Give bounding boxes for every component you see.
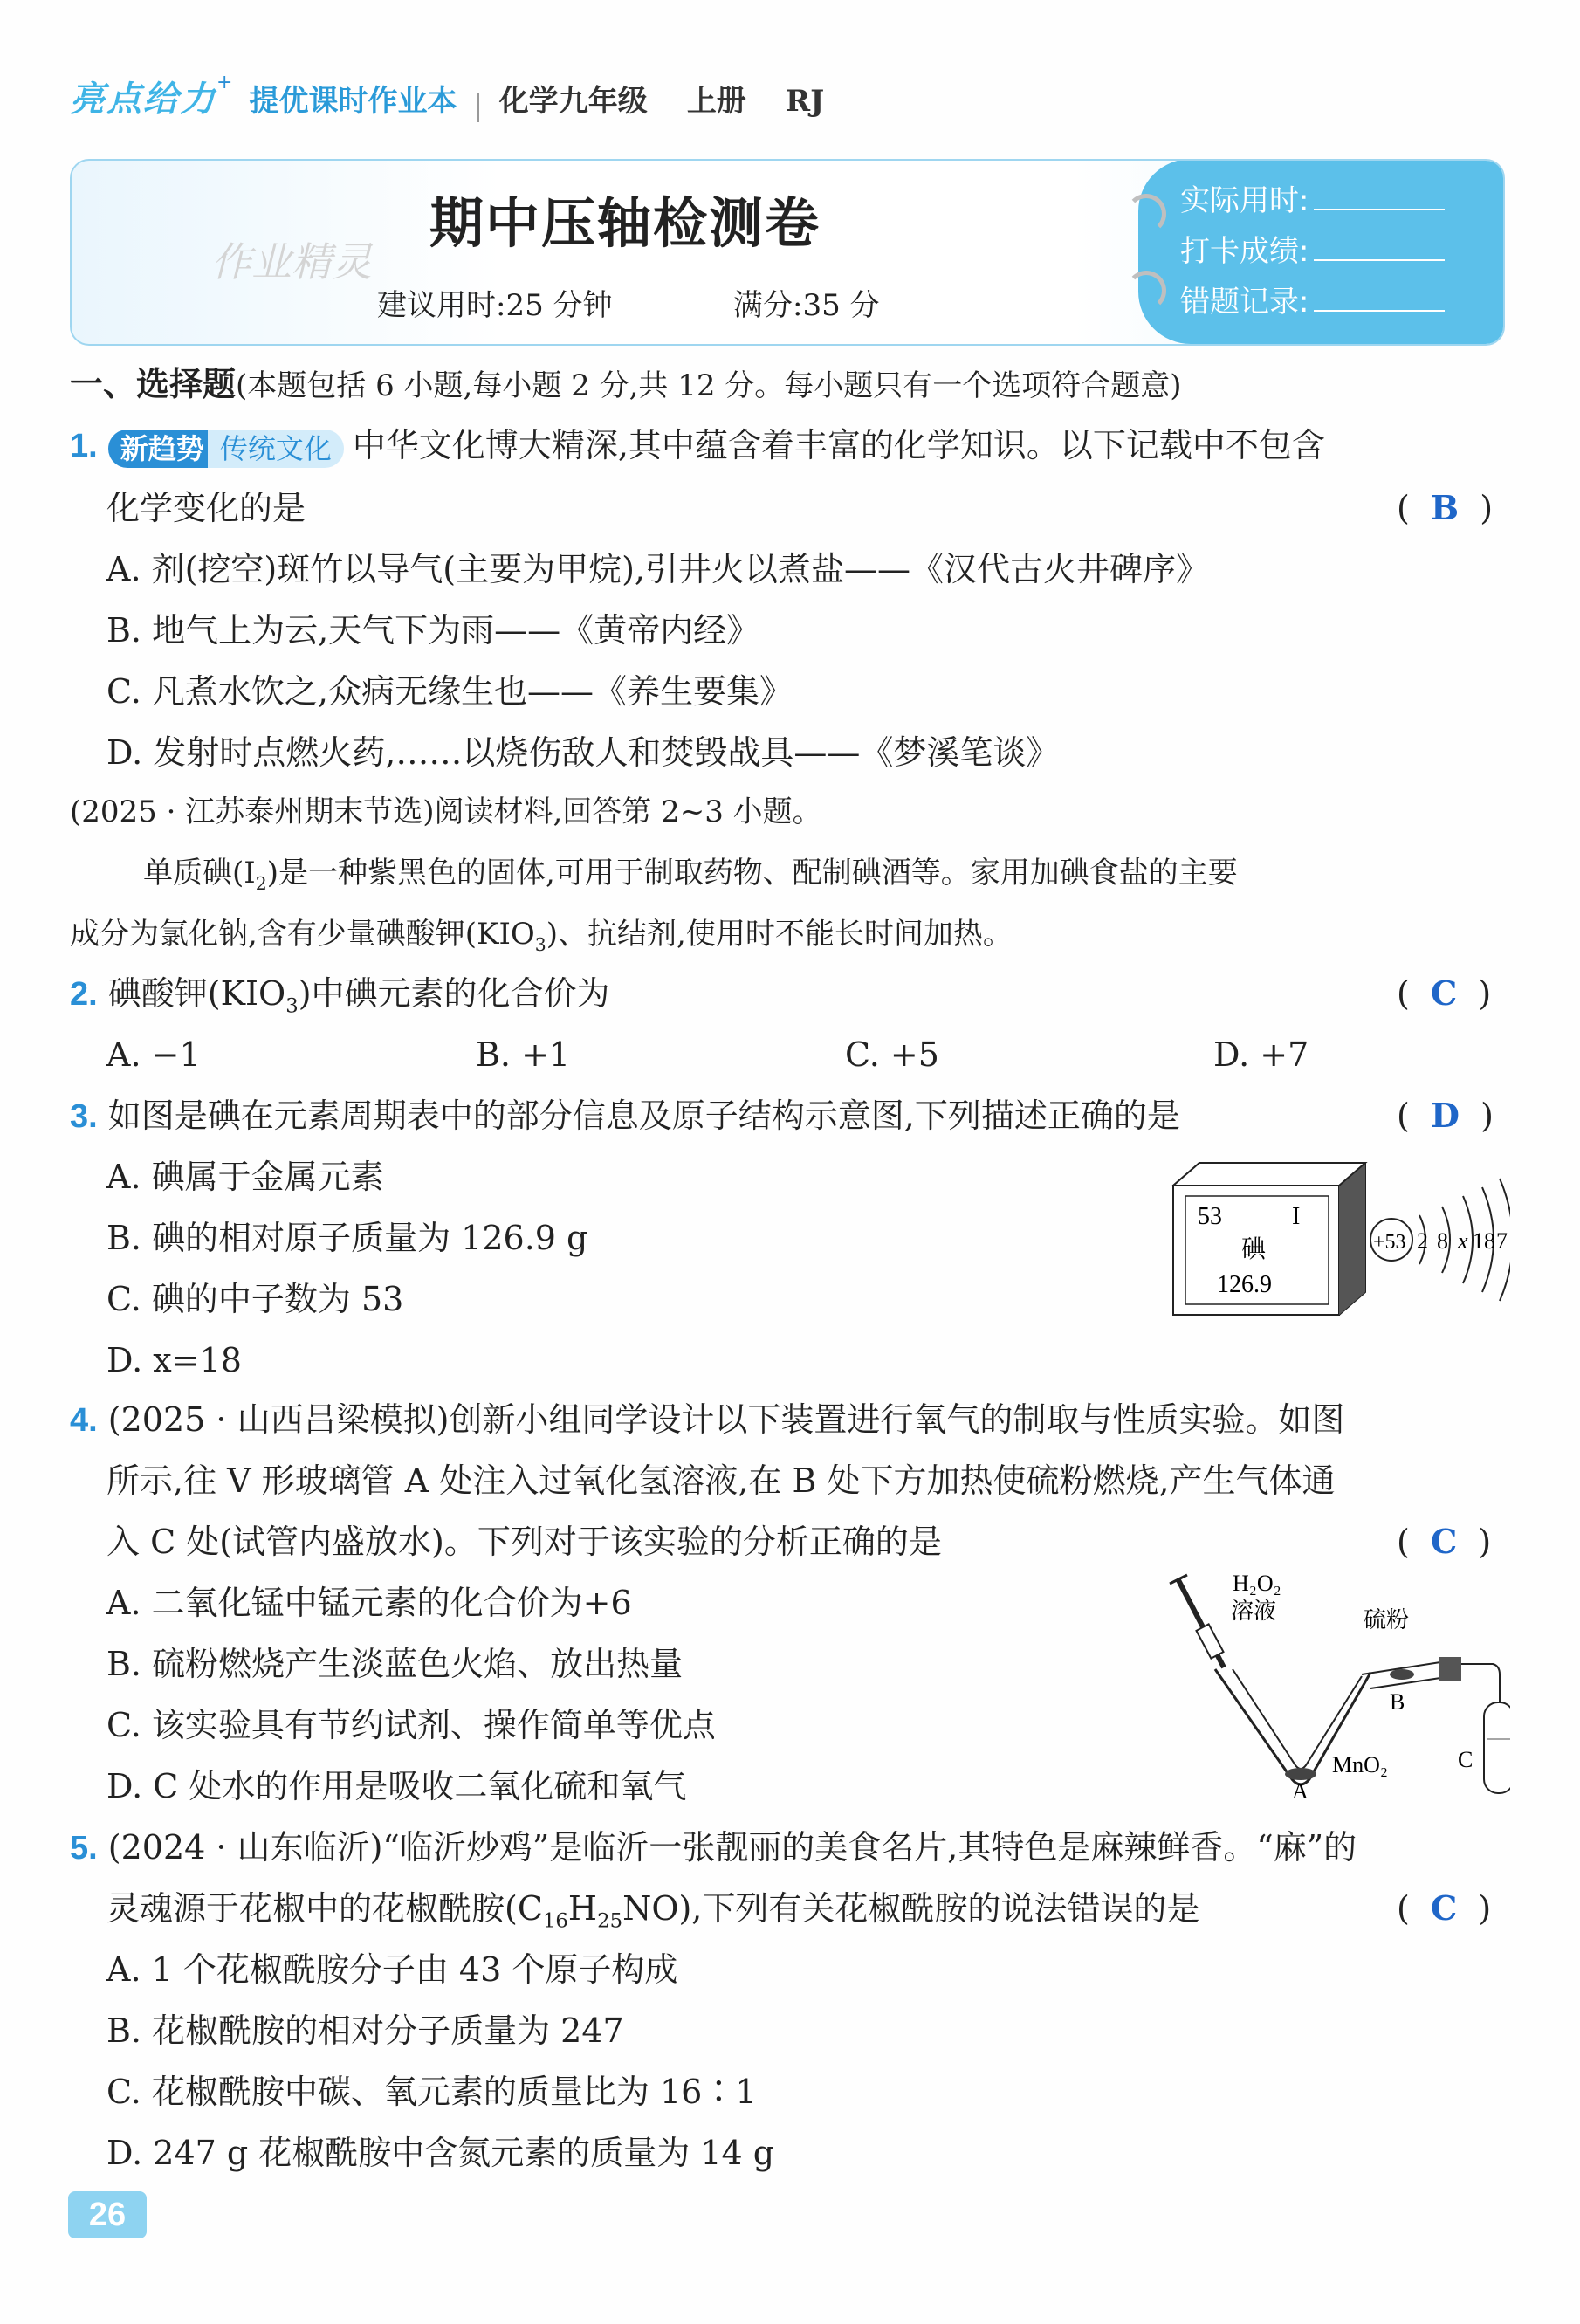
option-b: B. 碘的相对原子质量为 126.9 g <box>106 1219 588 1257</box>
element-name: 碘 <box>1241 1234 1267 1263</box>
answer: B <box>1430 488 1460 527</box>
option-b: B. +1 <box>476 1035 571 1074</box>
question-4-stem-cont: 所示,往 V 形玻璃管 A 处注入过氧化氢溶液,在 B 处下方加热使硫粉燃烧,产生气体通 <box>106 1461 1336 1500</box>
atomic-number: 53 <box>1198 1203 1222 1230</box>
element-symbol: I <box>1292 1203 1301 1230</box>
actual-time-label: 实际用时: <box>1180 183 1309 218</box>
answer-bracket: ( B ) <box>1397 488 1494 527</box>
question-2-stem: 2. 碘酸钾$(KIO_3)$中碘元素的化合价为 <box>70 974 610 1018</box>
shell-3: x <box>1458 1228 1468 1254</box>
option-b: B. 硫粉燃烧产生淡蓝色火焰、放出热量 <box>106 1645 684 1683</box>
question-4-stem-cont: 入 C 处(试管内盛放水)。下列对于该实验的分析正确的是 <box>106 1523 942 1561</box>
label-mno2: MnO₂ <box>1332 1752 1388 1777</box>
culture-tag: 传统文化 <box>208 430 344 468</box>
answer: C <box>1430 973 1458 1013</box>
option-a: A. 二氧化锰中锰元素的化合价为+6 <box>106 1584 632 1622</box>
question-1-stem-cont: 化学变化的是 <box>106 489 306 527</box>
label-b: B <box>1390 1689 1405 1715</box>
page-number: 26 <box>68 2191 147 2238</box>
question-number: 1. <box>70 428 98 464</box>
apparatus-figure <box>1161 1571 1510 1798</box>
option-a: A. −1 <box>106 1035 201 1074</box>
answer-bracket: ( C ) <box>1397 1522 1492 1561</box>
score-label: 打卡成绩: <box>1180 234 1309 269</box>
edition: RJ <box>785 84 825 119</box>
volume: 上册 <box>686 84 746 119</box>
question-1-stem: 1. 新趋势 传统文化 中华文化博大精深,其中蕴含着丰富的化学知识。以下记载中不包含 <box>70 423 1325 469</box>
shell-4: 18 <box>1473 1228 1495 1254</box>
iodine-figure <box>1161 1152 1510 1327</box>
option-c: C. 该实验具有节约试剂、操作简单等优点 <box>106 1706 716 1744</box>
brand-logo: 亮点给力 <box>70 79 216 120</box>
option-a: A. 碘属于金属元素 <box>106 1158 384 1196</box>
option-c: C. +5 <box>845 1035 939 1074</box>
answer: C <box>1430 1888 1458 1928</box>
answer-bracket: ( C ) <box>1397 973 1492 1013</box>
answer: C <box>1430 1522 1458 1561</box>
series-name: 提优课时作业本 <box>249 84 457 119</box>
atomic-mass: 126.9 <box>1217 1271 1272 1298</box>
question-3-stem: 3. 如图是碘在元素周期表中的部分信息及原子结构示意图,下列描述正确的是 <box>70 1097 1180 1135</box>
option-d: D. 发射时点燃火药,……以烧伤敌人和焚毁战具——《梦溪笔谈》 <box>106 733 1060 772</box>
option-d: D. +7 <box>1213 1035 1309 1074</box>
subject: 化学九年级 <box>498 84 648 119</box>
label-h2o2: H₂O₂ <box>1233 1571 1281 1596</box>
material-paragraph-cont: 成分为氯化钠,含有少量碘酸钾$(KIO_3)$、抗结剂,使用时不能长时间加热。 <box>70 917 1013 955</box>
error-label: 错题记录: <box>1180 285 1309 320</box>
full-score: 满分:35 分 <box>733 288 880 323</box>
nucleus-charge: +53 <box>1373 1231 1406 1254</box>
shell-2: 8 <box>1437 1228 1448 1254</box>
option-d: D. x=18 <box>106 1341 242 1379</box>
question-5-stem-cont: 灵魂源于花椒中的花椒酰胺$(C_{16}H_{25}NO)$,下列有关花椒酰胺的说法错误的是 <box>106 1889 1200 1933</box>
material-paragraph: 单质碘$(I_2)$是一种紫黑色的固体,可用于制取药物、配制碘酒等。家用加碘食盐的主要 <box>143 856 1238 894</box>
answer-bracket: ( C ) <box>1397 1888 1492 1928</box>
label-sulfur: 硫粉 <box>1364 1607 1410 1633</box>
suggested-time: 建议用时:25 分钟 <box>377 288 613 323</box>
answer-bracket: ( D ) <box>1397 1096 1494 1135</box>
trend-tag: 新趋势 <box>108 430 211 468</box>
page-title: 期中压轴检测卷 <box>429 191 821 255</box>
section-heading: 一、选择题(本题包括 6 小题,每小题 2 分,共 12 分。每小题只有一个选项符合题意) <box>70 364 1182 403</box>
question-4-stem: 4. (2025 · 山西吕梁模拟)创新小组同学设计以下装置进行氧气的制取与性质实验。如图 <box>70 1400 1345 1439</box>
label-solution: 溶液 <box>1231 1599 1277 1625</box>
option-a: A. 1 个花椒酰胺分子由 43 个原子构成 <box>106 1950 678 1989</box>
label-a: A <box>1292 1778 1309 1798</box>
option-c: C. 凡煮水饮之,众病无缘生也——《养生要集》 <box>106 672 793 711</box>
option-d: D. 247 g 花椒酰胺中含氮元素的质量为 14 g <box>106 2134 775 2172</box>
option-d: D. C 处水的作用是吸收二氧化硫和氧气 <box>106 1767 687 1805</box>
option-b: B. 地气上为云,天气下为雨——《黄帝内经》 <box>106 611 760 650</box>
shell-1: 2 <box>1417 1228 1428 1254</box>
option-c: C. 花椒酰胺中碳、氧元素的质量比为 16∶1 <box>106 2073 757 2111</box>
option-a: A. 剂(挖空)斑竹以导气(主要为甲烷),引井火以煮盐——《汉代古火井碑序》 <box>106 550 1209 588</box>
material-source: (2025 · 江苏泰州期末节选)阅读材料,回答第 2~3 小题。 <box>70 794 822 829</box>
label-c: C <box>1458 1747 1474 1772</box>
option-c: C. 碘的中子数为 53 <box>106 1280 404 1318</box>
shell-5: 7 <box>1496 1228 1508 1254</box>
question-5-stem: 5. (2024 · 山东临沂)“临沂炒鸡”是临沂一张靓丽的美食名片,其特色是麻辣鲜香。“麻”的 <box>70 1828 1357 1867</box>
watermark: 作业精灵 <box>211 238 372 285</box>
option-b: B. 花椒酰胺的相对分子质量为 247 <box>106 2011 624 2050</box>
answer: D <box>1430 1096 1460 1135</box>
page-header: 亮点给力+ 提优课时作业本 化学九年级 上册 RJ <box>70 72 824 124</box>
